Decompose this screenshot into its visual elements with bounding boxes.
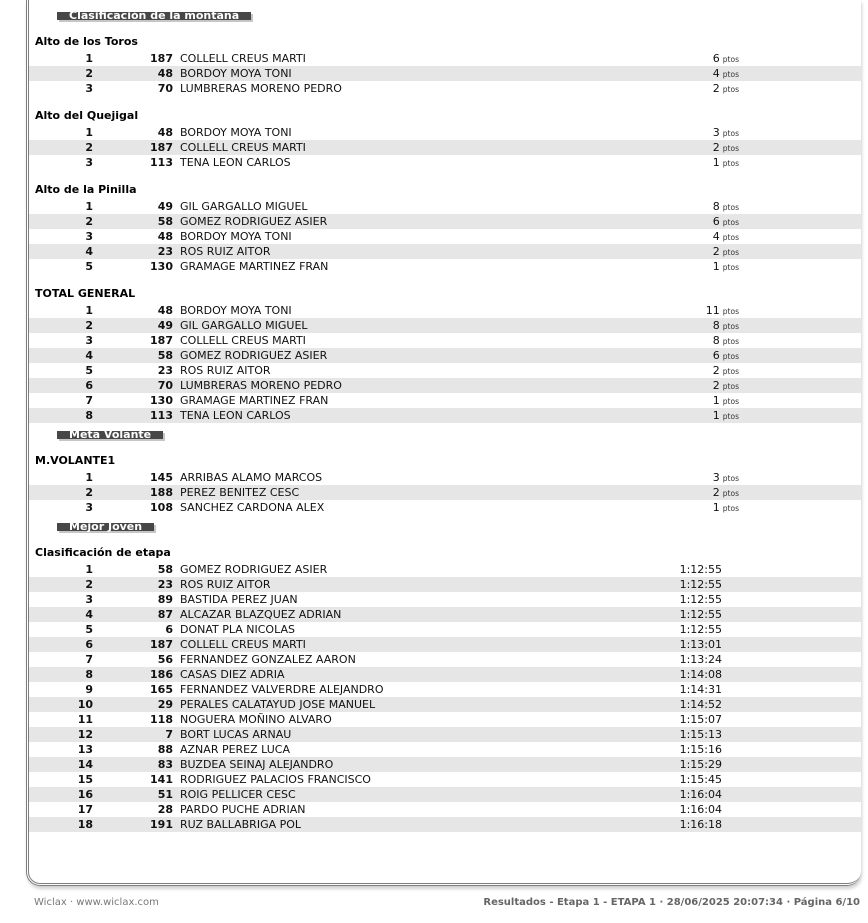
rank-cell: 5 bbox=[85, 364, 93, 377]
rank-cell: 13 bbox=[77, 743, 93, 756]
points-unit-label: ptos bbox=[722, 411, 739, 421]
value-cell bbox=[680, 742, 861, 757]
value-cell bbox=[713, 229, 861, 245]
points-value: 2 bbox=[712, 485, 720, 499]
value-cell bbox=[680, 682, 861, 697]
bib-cell: 48 bbox=[157, 67, 173, 80]
bib-cell: 48 bbox=[157, 230, 173, 243]
section-banner: Mejor Joven bbox=[57, 523, 154, 531]
points-unit-label: ptos bbox=[722, 143, 739, 153]
bib-cell: 130 bbox=[150, 394, 173, 407]
rank-cell: 2 bbox=[85, 67, 93, 80]
result-row bbox=[29, 592, 861, 607]
name-cell: COLLELL CREUS MARTI bbox=[180, 141, 306, 154]
result-row bbox=[29, 318, 861, 333]
points-value: 6 bbox=[712, 348, 720, 362]
points-value: 1 bbox=[712, 259, 720, 273]
result-row bbox=[29, 378, 861, 393]
time-value: 1:12:55 bbox=[679, 578, 722, 591]
result-row bbox=[29, 577, 861, 592]
name-cell: ROS RUIZ AITOR bbox=[180, 364, 271, 377]
rank-cell: 8 bbox=[85, 409, 93, 422]
value-cell bbox=[680, 757, 861, 772]
bib-cell: 187 bbox=[150, 52, 173, 65]
bib-cell: 6 bbox=[165, 623, 173, 636]
name-cell: NOGUERA MOÑINO ALVARO bbox=[180, 713, 332, 726]
rank-cell: 7 bbox=[85, 394, 93, 407]
bib-cell: 70 bbox=[157, 82, 173, 95]
rank-cell: 11 bbox=[77, 713, 93, 726]
points-unit-label: ptos bbox=[722, 217, 739, 227]
time-value: 1:13:24 bbox=[679, 653, 722, 666]
time-value: 1:15:07 bbox=[679, 713, 722, 726]
rank-cell: 4 bbox=[85, 245, 93, 258]
value-cell bbox=[680, 607, 861, 622]
points-unit-label: ptos bbox=[722, 321, 739, 331]
name-cell: BASTIDA PEREZ JUAN bbox=[180, 593, 298, 606]
points-unit-label: ptos bbox=[722, 262, 739, 272]
section-banner: Clasificación de la montaña bbox=[57, 12, 251, 20]
name-cell: COLLELL CREUS MARTI bbox=[180, 52, 306, 65]
value-cell bbox=[680, 577, 861, 592]
bib-cell: 187 bbox=[150, 334, 173, 347]
section-title: Alto del Quejigal bbox=[35, 109, 139, 122]
value-cell bbox=[680, 667, 861, 682]
bib-cell: 118 bbox=[150, 713, 173, 726]
points-unit-label: ptos bbox=[722, 158, 739, 168]
bib-cell: 49 bbox=[157, 200, 173, 213]
name-cell: GOMEZ RODRIGUEZ ASIER bbox=[180, 215, 328, 228]
value-cell bbox=[713, 318, 861, 334]
bib-cell: 145 bbox=[150, 471, 173, 484]
result-row bbox=[29, 697, 861, 712]
rank-cell: 1 bbox=[85, 471, 93, 484]
results-frame bbox=[26, 0, 861, 886]
bib-cell: 165 bbox=[150, 683, 173, 696]
rank-cell: 3 bbox=[85, 501, 93, 514]
page-footer bbox=[34, 897, 862, 908]
name-cell: PARDO PUCHE ADRIAN bbox=[180, 803, 306, 816]
value-cell bbox=[680, 592, 861, 607]
rank-cell: 2 bbox=[85, 215, 93, 228]
rank-cell: 4 bbox=[85, 608, 93, 621]
rank-cell: 14 bbox=[77, 758, 93, 771]
name-cell: PEREZ BENITEZ CESC bbox=[180, 486, 300, 499]
result-row bbox=[29, 244, 861, 259]
name-cell: LUMBRERAS MORENO PEDRO bbox=[180, 379, 342, 392]
points-value: 6 bbox=[712, 51, 720, 65]
rank-cell: 1 bbox=[85, 200, 93, 213]
value-cell bbox=[680, 652, 861, 667]
value-cell bbox=[713, 500, 861, 516]
result-row bbox=[29, 757, 861, 772]
name-cell: GOMEZ RODRIGUEZ ASIER bbox=[180, 349, 328, 362]
name-cell: ROS RUIZ AITOR bbox=[180, 578, 271, 591]
result-row bbox=[29, 199, 861, 214]
rank-cell: 2 bbox=[85, 141, 93, 154]
result-row bbox=[29, 155, 861, 170]
value-cell bbox=[713, 259, 861, 275]
bib-cell: 58 bbox=[157, 349, 173, 362]
bib-cell: 186 bbox=[150, 668, 173, 681]
result-row bbox=[29, 652, 861, 667]
rank-cell: 5 bbox=[85, 260, 93, 273]
rank-cell: 5 bbox=[85, 623, 93, 636]
result-row bbox=[29, 742, 861, 757]
rank-cell: 2 bbox=[85, 578, 93, 591]
name-cell: AZNAR PEREZ LUCA bbox=[180, 743, 290, 756]
bib-cell: 48 bbox=[157, 126, 173, 139]
time-value: 1:14:52 bbox=[679, 698, 722, 711]
value-cell bbox=[680, 712, 861, 727]
rank-cell: 1 bbox=[85, 304, 93, 317]
result-row bbox=[29, 393, 861, 408]
value-cell bbox=[713, 140, 861, 156]
points-unit-label: ptos bbox=[722, 351, 739, 361]
result-row bbox=[29, 348, 861, 363]
section-banner: Meta Volante bbox=[57, 431, 163, 439]
result-row bbox=[29, 140, 861, 155]
points-value: 3 bbox=[712, 470, 720, 484]
result-row bbox=[29, 712, 861, 727]
points-value: 4 bbox=[712, 229, 720, 243]
rank-cell: 2 bbox=[85, 319, 93, 332]
time-value: 1:12:55 bbox=[679, 623, 722, 636]
points-unit-label: ptos bbox=[722, 336, 739, 346]
value-cell bbox=[680, 697, 861, 712]
rank-cell: 9 bbox=[85, 683, 93, 696]
name-cell: GIL GARGALLO MIGUEL bbox=[180, 200, 308, 213]
value-cell bbox=[713, 363, 861, 379]
bib-cell: 49 bbox=[157, 319, 173, 332]
points-unit-label: ptos bbox=[722, 503, 739, 513]
value-cell bbox=[713, 51, 861, 67]
bib-cell: 28 bbox=[157, 803, 173, 816]
bib-cell: 48 bbox=[157, 304, 173, 317]
rank-cell: 6 bbox=[85, 638, 93, 651]
value-cell bbox=[713, 408, 861, 424]
time-value: 1:15:45 bbox=[679, 773, 722, 786]
section-title: TOTAL GENERAL bbox=[35, 287, 136, 300]
banner-row bbox=[29, 4, 861, 22]
value-cell bbox=[713, 348, 861, 364]
bib-cell: 188 bbox=[150, 486, 173, 499]
name-cell: COLLELL CREUS MARTI bbox=[180, 334, 306, 347]
points-value: 2 bbox=[712, 363, 720, 377]
time-value: 1:16:04 bbox=[679, 803, 722, 816]
bib-cell: 56 bbox=[157, 653, 173, 666]
points-value: 1 bbox=[712, 155, 720, 169]
time-value: 1:14:08 bbox=[679, 668, 722, 681]
value-cell bbox=[713, 470, 861, 486]
value-cell bbox=[713, 244, 861, 260]
bib-cell: 191 bbox=[150, 818, 173, 831]
name-cell: ARRIBAS ALAMO MARCOS bbox=[180, 471, 323, 484]
result-row bbox=[29, 727, 861, 742]
result-row bbox=[29, 667, 861, 682]
name-cell: GRAMAGE MARTINEZ FRAN bbox=[180, 394, 329, 407]
points-unit-label: ptos bbox=[722, 54, 739, 64]
points-value: 8 bbox=[712, 333, 720, 347]
points-unit-label: ptos bbox=[722, 84, 739, 94]
rank-cell: 3 bbox=[85, 156, 93, 169]
name-cell: ROS RUIZ AITOR bbox=[180, 245, 271, 258]
bib-cell: 83 bbox=[157, 758, 173, 771]
bib-cell: 141 bbox=[150, 773, 173, 786]
name-cell: CASAS DIEZ ADRIA bbox=[180, 668, 285, 681]
result-row bbox=[29, 333, 861, 348]
value-cell bbox=[713, 378, 861, 394]
result-row bbox=[29, 214, 861, 229]
result-row bbox=[29, 787, 861, 802]
value-cell bbox=[713, 155, 861, 171]
result-row bbox=[29, 500, 861, 515]
bib-cell: 187 bbox=[150, 141, 173, 154]
value-cell bbox=[706, 303, 861, 319]
points-unit-label: ptos bbox=[722, 232, 739, 242]
points-unit-label: ptos bbox=[722, 366, 739, 376]
points-value: 1 bbox=[712, 393, 720, 407]
name-cell: PERALES CALATAYUD JOSE MANUEL bbox=[180, 698, 376, 711]
name-cell: GRAMAGE MARTINEZ FRAN bbox=[180, 260, 329, 273]
section-title: Clasificación de etapa bbox=[35, 546, 171, 559]
rank-cell: 6 bbox=[85, 379, 93, 392]
result-row bbox=[29, 408, 861, 423]
section-title: Alto de los Toros bbox=[35, 35, 138, 48]
bib-cell: 23 bbox=[157, 245, 173, 258]
footer-page-info: Resultados - Etapa 1 - ETAPA 1 · 28/06/2025 20:07:34 · Página 6/10 bbox=[483, 897, 860, 908]
bib-cell: 130 bbox=[150, 260, 173, 273]
rank-cell: 2 bbox=[85, 486, 93, 499]
rank-cell: 3 bbox=[85, 82, 93, 95]
name-cell: BORDOY MOYA TONI bbox=[180, 126, 292, 139]
name-cell: FERNANDEZ GONZALEZ AARON bbox=[180, 653, 356, 666]
section-title: Alto de la Pinilla bbox=[35, 183, 137, 196]
name-cell: FERNANDEZ VALVERDRE ALEJANDRO bbox=[180, 683, 384, 696]
name-cell: RUZ BALLABRIGA POL bbox=[180, 818, 302, 831]
points-unit-label: ptos bbox=[722, 128, 739, 138]
name-cell: COLLELL CREUS MARTI bbox=[180, 638, 306, 651]
result-row bbox=[29, 66, 861, 81]
points-value: 2 bbox=[712, 378, 720, 392]
points-unit-label: ptos bbox=[722, 381, 739, 391]
result-row bbox=[29, 637, 861, 652]
value-cell bbox=[680, 787, 861, 802]
footer-branding: Wiclax · www.wiclax.com bbox=[34, 897, 159, 908]
bib-cell: 29 bbox=[157, 698, 173, 711]
value-cell bbox=[713, 485, 861, 501]
value-cell bbox=[713, 81, 861, 97]
bib-cell: 108 bbox=[150, 501, 173, 514]
bib-cell: 7 bbox=[165, 728, 173, 741]
time-value: 1:16:04 bbox=[679, 788, 722, 801]
points-value: 2 bbox=[712, 81, 720, 95]
time-value: 1:13:01 bbox=[679, 638, 722, 651]
name-cell: ROIG PELLICER CESC bbox=[180, 788, 296, 801]
time-value: 1:16:18 bbox=[679, 818, 722, 831]
name-cell: LUMBRERAS MORENO PEDRO bbox=[180, 82, 342, 95]
value-cell bbox=[713, 393, 861, 409]
points-value: 3 bbox=[712, 125, 720, 139]
value-cell bbox=[713, 333, 861, 349]
result-row bbox=[29, 817, 861, 832]
value-cell bbox=[680, 622, 861, 637]
points-unit-label: ptos bbox=[722, 247, 739, 257]
result-row bbox=[29, 363, 861, 378]
bib-cell: 87 bbox=[157, 608, 173, 621]
points-value: 11 bbox=[705, 303, 720, 317]
rank-cell: 1 bbox=[85, 563, 93, 576]
result-row bbox=[29, 470, 861, 485]
rank-cell: 3 bbox=[85, 230, 93, 243]
value-cell bbox=[680, 727, 861, 742]
rank-cell: 3 bbox=[85, 593, 93, 606]
points-value: 1 bbox=[712, 500, 720, 514]
rank-cell: 7 bbox=[85, 653, 93, 666]
name-cell: TENA LEON CARLOS bbox=[180, 156, 291, 169]
result-row bbox=[29, 622, 861, 637]
rank-cell: 1 bbox=[85, 126, 93, 139]
points-unit-label: ptos bbox=[722, 488, 739, 498]
bib-cell: 88 bbox=[157, 743, 173, 756]
bib-cell: 23 bbox=[157, 578, 173, 591]
rank-cell: 4 bbox=[85, 349, 93, 362]
points-unit-label: ptos bbox=[722, 69, 739, 79]
rank-cell: 3 bbox=[85, 334, 93, 347]
name-cell: RODRIGUEZ PALACIOS FRANCISCO bbox=[180, 773, 371, 786]
name-cell: ALCAZAR BLAZQUEZ ADRIAN bbox=[180, 608, 342, 621]
bib-cell: 58 bbox=[157, 215, 173, 228]
name-cell: SANCHEZ CARDONA ALEX bbox=[180, 501, 325, 514]
bib-cell: 70 bbox=[157, 379, 173, 392]
value-cell bbox=[680, 817, 861, 832]
time-value: 1:15:16 bbox=[679, 743, 722, 756]
name-cell: DONAT PLA NICOLAS bbox=[180, 623, 295, 636]
time-value: 1:12:55 bbox=[679, 608, 722, 621]
result-row bbox=[29, 303, 861, 318]
result-row bbox=[29, 125, 861, 140]
points-value: 2 bbox=[712, 244, 720, 258]
result-row bbox=[29, 802, 861, 817]
bib-cell: 58 bbox=[157, 563, 173, 576]
bib-cell: 23 bbox=[157, 364, 173, 377]
value-cell bbox=[680, 637, 861, 652]
rank-cell: 8 bbox=[85, 668, 93, 681]
name-cell: GOMEZ RODRIGUEZ ASIER bbox=[180, 563, 328, 576]
result-row bbox=[29, 607, 861, 622]
value-cell bbox=[713, 199, 861, 215]
value-cell bbox=[713, 125, 861, 141]
points-unit-label: ptos bbox=[722, 473, 739, 483]
rank-cell: 15 bbox=[77, 773, 93, 786]
bib-cell: 113 bbox=[150, 409, 173, 422]
section-title: M.VOLANTE1 bbox=[35, 454, 116, 467]
rank-cell: 16 bbox=[77, 788, 93, 801]
name-cell: BORDOY MOYA TONI bbox=[180, 67, 292, 80]
name-cell: BUZDEA SEINAJ ALEJANDRO bbox=[180, 758, 334, 771]
points-value: 1 bbox=[712, 408, 720, 422]
rank-cell: 1 bbox=[85, 52, 93, 65]
points-value: 4 bbox=[712, 66, 720, 80]
time-value: 1:12:55 bbox=[679, 563, 722, 576]
points-unit-label: ptos bbox=[722, 202, 739, 212]
points-value: 8 bbox=[712, 199, 720, 213]
rank-cell: 12 bbox=[77, 728, 93, 741]
name-cell: BORDOY MOYA TONI bbox=[180, 230, 292, 243]
points-unit-label: ptos bbox=[722, 306, 739, 316]
name-cell: GIL GARGALLO MIGUEL bbox=[180, 319, 308, 332]
points-unit-label: ptos bbox=[722, 396, 739, 406]
value-cell bbox=[680, 772, 861, 787]
bib-cell: 113 bbox=[150, 156, 173, 169]
points-value: 8 bbox=[712, 318, 720, 332]
result-row bbox=[29, 81, 861, 96]
value-cell bbox=[713, 214, 861, 230]
bib-cell: 51 bbox=[157, 788, 173, 801]
result-row bbox=[29, 485, 861, 500]
result-row bbox=[29, 772, 861, 787]
name-cell: BORT LUCAS ARNAU bbox=[180, 728, 292, 741]
bib-cell: 187 bbox=[150, 638, 173, 651]
result-row bbox=[29, 562, 861, 577]
bib-cell: 89 bbox=[157, 593, 173, 606]
value-cell bbox=[713, 66, 861, 82]
rank-cell: 18 bbox=[77, 818, 93, 831]
banner-row bbox=[29, 423, 861, 441]
time-value: 1:14:31 bbox=[679, 683, 722, 696]
result-row bbox=[29, 682, 861, 697]
rank-cell: 17 bbox=[77, 803, 93, 816]
time-value: 1:15:13 bbox=[679, 728, 722, 741]
banner-row bbox=[29, 515, 861, 533]
value-cell bbox=[680, 802, 861, 817]
points-value: 6 bbox=[712, 214, 720, 228]
name-cell: BORDOY MOYA TONI bbox=[180, 304, 292, 317]
time-value: 1:12:55 bbox=[679, 593, 722, 606]
result-row bbox=[29, 229, 861, 244]
value-cell bbox=[680, 562, 861, 577]
name-cell: TENA LEON CARLOS bbox=[180, 409, 291, 422]
result-row bbox=[29, 51, 861, 66]
points-value: 2 bbox=[712, 140, 720, 154]
rank-cell: 10 bbox=[77, 698, 93, 711]
time-value: 1:15:29 bbox=[679, 758, 722, 771]
result-row bbox=[29, 259, 861, 274]
